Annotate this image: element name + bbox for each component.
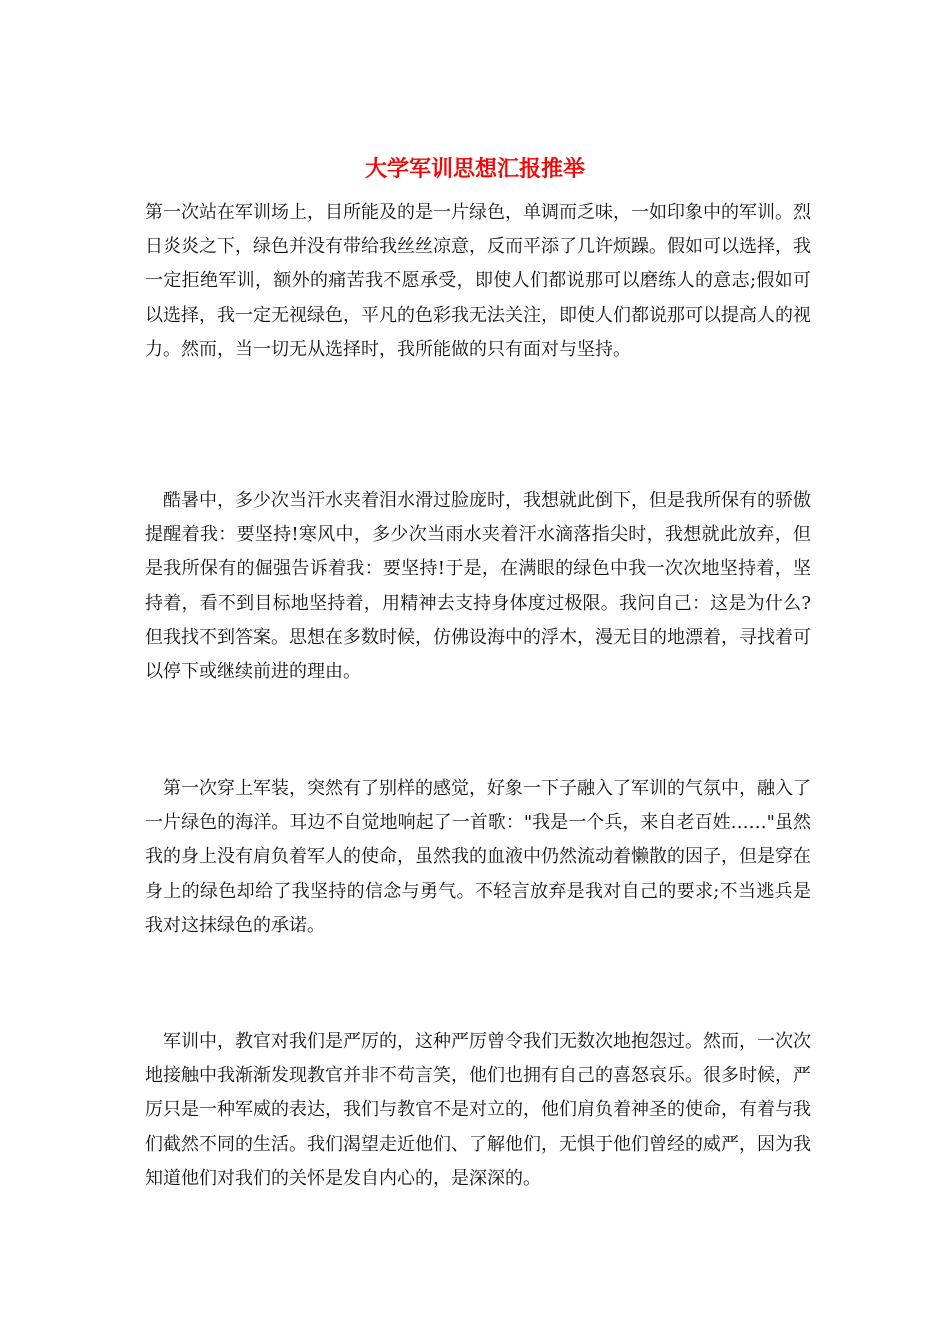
paragraph-3: 第一次穿上军装，突然有了别样的感觉，好象一下子融入了军训的气氛中，融入了一片绿色的海洋。耳边不自觉地响起了一首歌："我是一个兵，来自老百姓……"虽然我的身上没有肩负着军人的使命，虽然我的血液中仍然流动着懒散的因子，但是穿在身上的绿色却给了我坚持的信念与勇气。不轻言放弃是我对自己的要求;不当逃兵是我对这抹绿色的承诺。 — [145, 778, 811, 936]
document-title: 大学军训思想汇报推举 — [364, 156, 585, 182]
paragraph-1: 第一次站在军训场上，目所能及的是一片绿色，单调而乏味，一如印象中的军训。烈日炎炎之下，绿色并没有带给我丝丝凉意，反而平添了几许烦躁。假如可以选择，我一定拒绝军训，额外的痛苦我不愿承受，即使人们都说那可以磨练人的意志;假如可以选择，我一定无视绿色，平凡的色彩我无法关注，即使人们都说那可以提高人的视力。然而，当一切无从选择时，我所能做的只有面对与坚持。 — [145, 202, 811, 360]
paragraph-2: 酷暑中，多少次当汗水夹着泪水滑过脸庞时，我想就此倒下，但是我所保有的骄傲提醒着我：要坚持!寒风中，多少次当雨水夹着汗水滴落指尖时，我想就此放弃，但是我所保有的倔强告诉着我：要坚持!于是，在满眼的绿色中我一次次地坚持着，坚持着，看不到目标地坚持着，用精神去支持身体度过极限。我问自己：这是为什么?但我找不到答案。思想在多数时候，仿佛设海中的浮木，漫无目的地漂着，寻找着可以停下或继续前进的理由。 — [145, 490, 811, 683]
paragraph-4: 军训中，教官对我们是严厉的，这种严厉曾令我们无数次地抱怨过。然而，一次次地接触中我渐渐发现教官并非不苟言笑，他们也拥有自己的喜怒哀乐。很多时候，严厉只是一种军威的表达，我们与教官不是对立的，他们肩负着神圣的使命，有着与我们截然不同的生活。我们渴望走近他们、了解他们，无惧于他们曾经的威严，因为我知道他们对我们的关怀是发自内心的，是深深的。 — [145, 1031, 811, 1189]
